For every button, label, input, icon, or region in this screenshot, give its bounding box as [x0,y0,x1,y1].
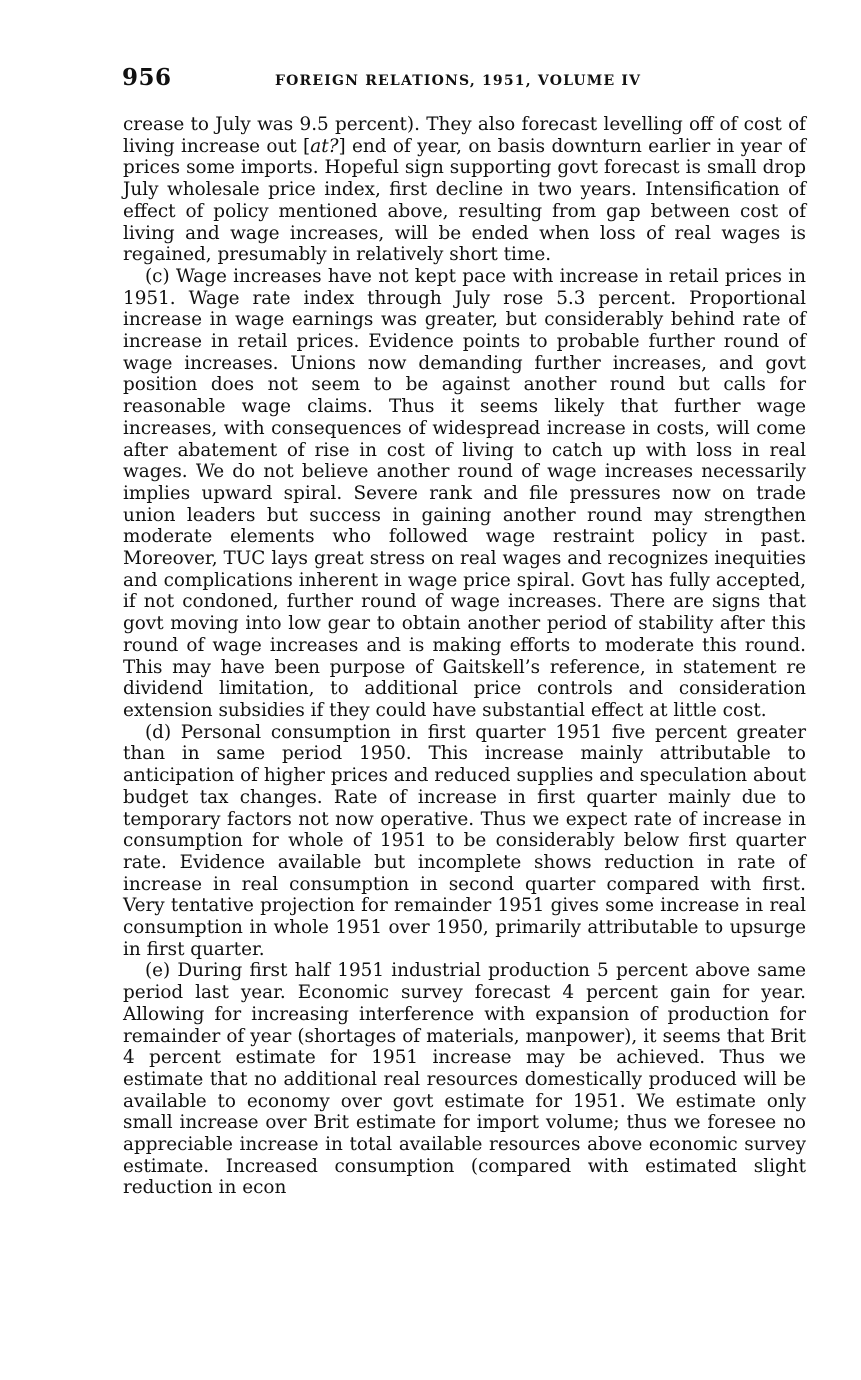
paragraph-c: (c) Wage increases have not kept pace with increase in retail prices in 1951. Wage rate index through July rose 5.3 percent. Proportional increase in wage earnings was greater, but considerably behind rate of increase in retail prices. Evidence points to probable further round of wage increases. Unions now demanding further increases, and govt position does not seem to be against another round but calls for reasonable wage claims. Thus it seems likely that further wage increases, with consequences of widespread increase in costs, will come after abatement of rise in cost of living to catch up with loss in real wages. We do not believe another round of wage increases necessarily implies upward spiral. Severe rank and file pressures now on trade union leaders but success in gaining another round may strengthen moderate elements who followed wage restraint policy in past. Moreover, TUC lays great stress on real wages and recognizes inequities and complications inherent in wage price spiral. Govt has fully accepted, if not condoned, further round of wage increases. There are signs that govt moving into low gear to obtain another period of stability after this round of wage increases and is making efforts to moderate this round. This may have been purpose of Gaitskell’s reference, in statement re dividend limitation, to additional price controls and consideration extension subsidies if they could have substantial effect at little cost. [123,265,806,721]
paragraph-d: (d) Personal consumption in first quarter 1951 five percent greater than in same period 1950. This increase mainly attributable to anticipation of higher prices and reduced supplies and speculation about budget tax changes. Rate of increase in first quarter mainly due to temporary factors not now operative. Thus we expect rate of increase in consumption for whole of 1951 to be considerably below first quarter rate. Evidence available but incomplete shows reduction in rate of increase in real consumption in second quarter compared with first. Very tentative projection for remainder 1951 gives some increase in real consumption in whole 1951 over 1950, primarily attributable to upsurge in first quarter. [123,721,806,960]
page-header [122,64,806,100]
editorial-insertion: at? [310,135,339,157]
paragraph-continuation [123,114,806,266]
paragraph-continuation-text-1: crease to July was 9.5 percent). They also forecast levelling off of cost of living increase out [ [123,114,806,157]
running-title: FOREIGN RELATIONS, 1951, VOLUME IV [275,73,642,89]
page-number: 956 [122,64,172,91]
body-text [123,114,806,1199]
paragraph-continuation-text-2: ] end of year, on basis downturn earlier in year of prices some imports. Hopeful sign supporting govt forecast is small drop July wholesale price index, first decline in two years. Intensification of effect of policy mentioned above, resulting from gap between cost of living and wage increases, will be ended when loss of real wages is regained, presumably in relatively short time. [123,135,806,266]
paragraph-e: (e) During first half 1951 industrial production 5 percent above same period last year. Economic survey forecast 4 percent gain for year. Allowing for increasing interference with expansion of production for remainder of year (shortages of materials, manpower), it seems that Brit 4 percent estimate for 1951 increase may be achieved. Thus we estimate that no additional real resources domestically produced will be available to economy over govt estimate for 1951. We estimate only small increase over Brit estimate for import volume; thus we foresee no appreciable increase in total available resources above economic survey estimate. Increased consumption (compared with estimated slight reduction in econ [123,960,806,1199]
